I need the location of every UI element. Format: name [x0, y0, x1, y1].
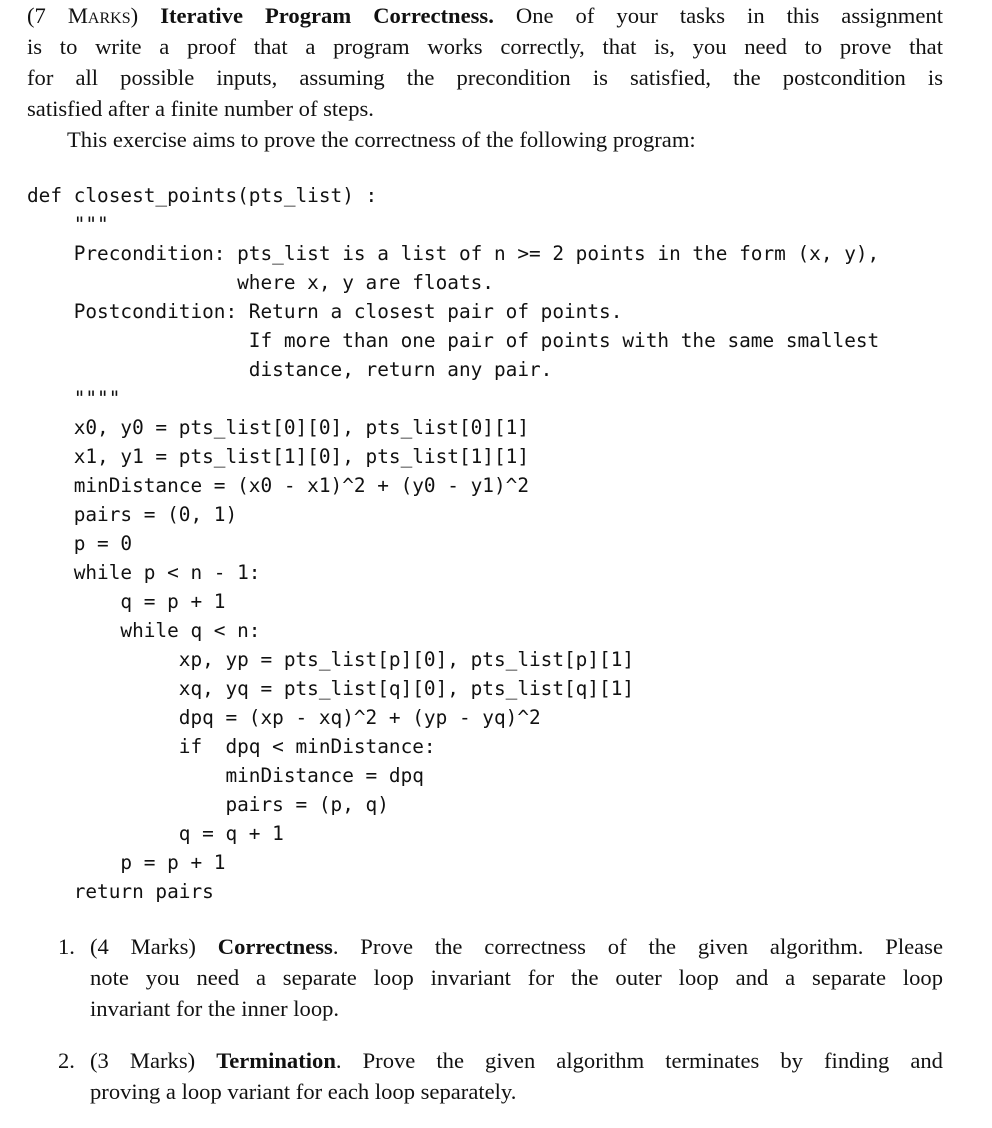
intro-line-1 — [27, 0, 943, 31]
task-list — [27, 931, 943, 1128]
code-line: Precondition: pts_list is a list of n >= 2 points in the form (x, y), — [27, 242, 880, 265]
code-line: if dpq < minDistance: — [27, 735, 436, 758]
code-line: while q < n: — [27, 619, 261, 642]
section-title: Iterative Program Correctness. — [160, 3, 494, 28]
code-line: xq, yq = pts_list[q][0], pts_list[q][1] — [27, 677, 635, 700]
code-line: q = p + 1 — [27, 590, 226, 613]
code-line: pairs = (p, q) — [27, 793, 389, 816]
intro-text-1: One of your tasks in this assignment — [515, 3, 943, 28]
code-line: """" — [27, 387, 121, 410]
task-line: invariant for the inner loop. — [90, 996, 340, 1021]
code-line: return pairs — [27, 880, 214, 903]
task-line: note you need a separate loop invariant for the outer loop and a separate loop — [90, 965, 943, 990]
code-line: x0, y0 = pts_list[0][0], pts_list[0][1] — [27, 416, 529, 439]
task-item-correctness — [27, 931, 943, 1024]
code-line: If more than one pair of points with the same smallest — [27, 329, 880, 352]
task-marks: (4 Marks) — [90, 934, 196, 959]
task-title: Termination — [216, 1048, 336, 1073]
code-line: minDistance = dpq — [27, 764, 424, 787]
code-line: while p < n - 1: — [27, 561, 261, 584]
task-number: 1. — [58, 934, 75, 959]
exercise-text: This exercise aims to prove the correctness of the following program: — [67, 127, 696, 152]
intro-line-3: for all possible inputs, assuming the precondition is satisfied, the postcondition is — [27, 65, 943, 90]
code-line: pairs = (0, 1) — [27, 503, 238, 526]
code-line: Postcondition: Return a closest pair of points. — [27, 300, 623, 323]
task-marks: (3 Marks) — [90, 1048, 196, 1073]
code-line: def closest_points(pts_list) : — [27, 184, 378, 207]
code-line: p = 0 — [27, 532, 133, 555]
code-line: x1, y1 = pts_list[1][0], pts_list[1][1] — [27, 445, 529, 468]
code-line: """ — [27, 213, 109, 236]
intro-paragraph — [27, 0, 943, 124]
task-text: . Prove the given algorithm terminates by finding and — [335, 1048, 943, 1073]
code-line: where x, y are floats. — [27, 271, 494, 294]
marks-label: (7 Marks) — [27, 3, 139, 28]
intro-line-4: satisfied after a finite number of steps. — [27, 96, 374, 121]
code-line: minDistance = (x0 - x1)^2 + (y0 - y1)^2 — [27, 474, 529, 497]
task-line — [90, 931, 943, 962]
code-block — [27, 181, 879, 906]
code-line: dpq = (xp - xq)^2 + (yp - yq)^2 — [27, 706, 541, 729]
task-line: proving a loop variant for each loop separately. — [90, 1079, 517, 1104]
task-item-termination — [27, 1045, 943, 1107]
code-line: distance, return any pair. — [27, 358, 553, 381]
code-line: q = q + 1 — [27, 822, 284, 845]
task-text: . Prove the correctness of the given algorithm. Please — [332, 934, 943, 959]
task-number: 2. — [58, 1048, 75, 1073]
task-line — [90, 1045, 943, 1076]
task-title: Correctness — [217, 934, 333, 959]
code-line: xp, yp = pts_list[p][0], pts_list[p][1] — [27, 648, 635, 671]
intro-line-2: is to write a proof that a program works correctly, that is, you need to prove that — [27, 34, 943, 59]
code-line: p = p + 1 — [27, 851, 226, 874]
